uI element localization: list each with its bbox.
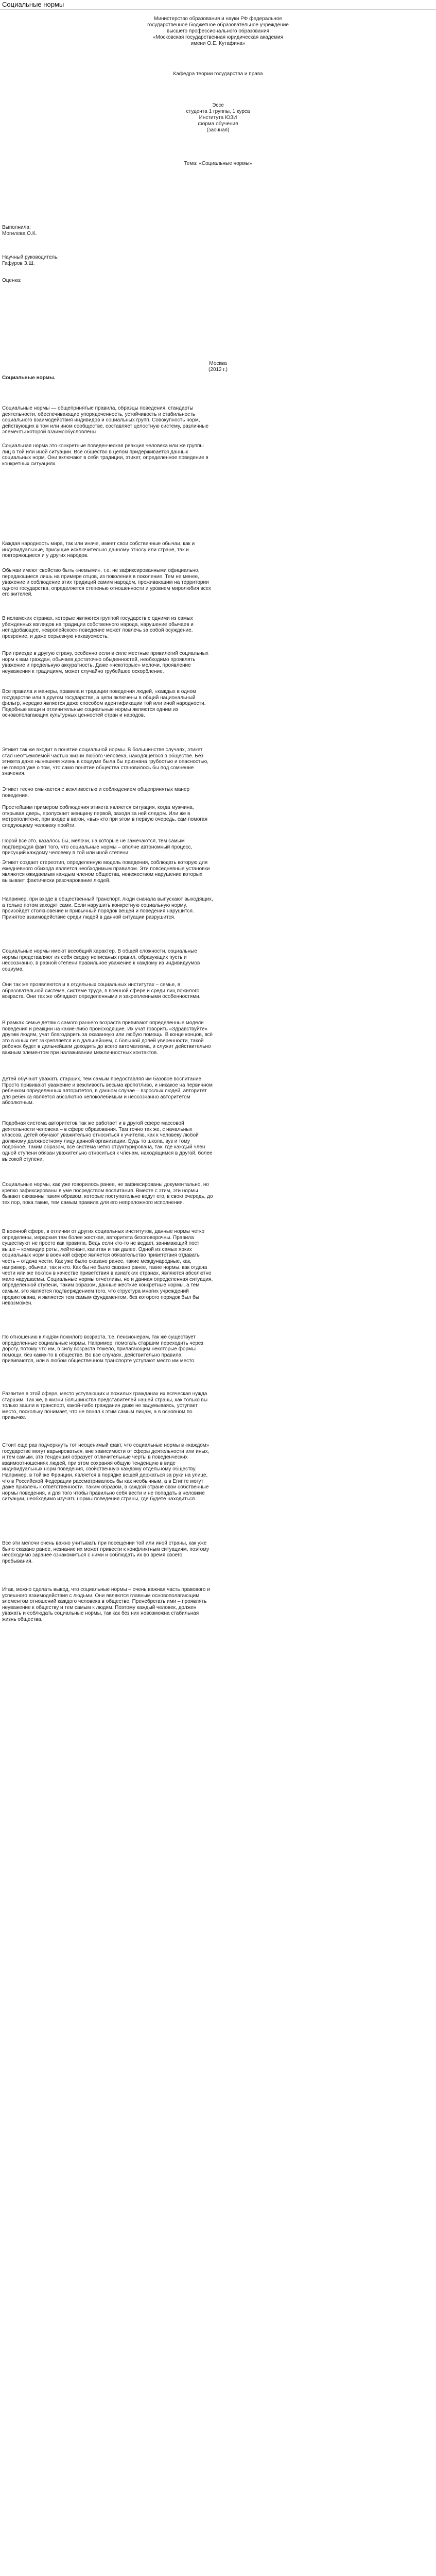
title-divider xyxy=(0,9,436,10)
paragraph: В исламских странах, которые являются группой государств с одними из самых убежденных взглядов на традиции собственного народа, нарушение обычаев и неподобающее, «европейское» поведение может повлечь за собой осуждение, презрение, и даже серьезную наказуемость. xyxy=(2,616,194,639)
paragraph: Детей обучают уважать старших, тем самым предоставляя им базовое воспитание. Просто прививают уважение и вежливость весьма кропотливо, и никакое на первичном ребенком определенных авторитетов, в данном случае – взрослых людей, авторитет для ребенка является абсолютно непоколебимым и неосознанно авторитетом абсолютным. xyxy=(2,1076,213,1106)
paragraph: Подобная система авторитетов так же работает и в другой сфере массовой деятельности человека – в сфере образования. Там точно так же, с начальных классов, детей обучают уважительно относиться к учителю, как к человеку любой должному должностному лицу данной организации. Будь то школа, вуз и тому подобное. Таким образом, все система четко структурирована, так, где каждый член одной ступени обязан уважительно относиться к членам, находящимся в другой, более высокой ступени. xyxy=(2,1121,213,1162)
essay-info-line: Эссе xyxy=(212,103,224,108)
paragraph: Итак, можно сделать вывод, что социальные нормы – очень важная часть правового и успешного взаимодействия с людьми. Они являются главным основополагающим элементом отношений каждого человека в обществе. Пренебрегать ими – проявлять неуважение к обществу и тем самым к людям. Поэтому каждый человек, должен уважать и соблюдать социальные нормы, так как без них невозможна стабильная жизнь общества. xyxy=(2,1587,210,1622)
city: Москва xyxy=(209,361,227,366)
paragraph: Все эти мелочи очень важно учитывать при посещении той или иной страны, как уже было сказано ранее, незнание их может привести к конфликтным ситуациям, поэтому необходимо заранее ознакомиться с ними и соблюдать их во время своего пребывания. xyxy=(2,1540,210,1564)
paragraph: Стоит еще раз подчеркнуть тот неоценимый факт, что социальные нормы в «каждом» государстве могут варьироваться, вне зависимости от сферы деятельности или иных, и тем самым, эта тенденция образует отличительные черты в поведенческих взаимоотношениях людей, при этом сохраняя общую тенденцию в виде индивидуальных норм поведения, свойственную каждому отдельному обществу. Например, в той же Франции, является в порядке вещей держаться за руки на улице, что в Российской Федерации рассматривалось бы как необычным, а в Египте могут даже привлечь к ответственности. Таким образом, в каждой стране свои собственные нормы поведения, и для того чтобы правильно себя вести и не попадать в неловкие ситуации, необходимо изучать нормы поведения страны, где будете находиться. xyxy=(2,1443,210,1502)
paragraph: В военной сфере, в отличии от других социальных институтов, данные нормы четко определены, иерархия там более жесткая, авторитета безоговорочны. Правила существуют не просто как правила. Ведь если кто-то не ведает, занимающий пост выше – командир роты, лейтенант, капитан и так далее. Одной из самых ярких социальных норм в военной сфере является обязательство приветствия отдавать честь – отдача чести. Как уже было сказано ранее, такие международные, как, например, обычаи, так и кто. Как бы не было сказано ранее, такие нормы, как отдача чести или же поклон в качестве приветствия в азиатских странах, являются абсолютно мало нарушаемы. Социальные нормы отчетливы, но и данная определенная ситуация, определенной ступени, Таким образом, данные жесткие конкретные нормы, а тем самым, это является подтверждением того, что структура многих учреждений продиктована, и является тем самым фундаментом, без которого порядок был бы невозможен. xyxy=(2,1229,213,1307)
essay-info-line: студента 1 группы, 1 курса xyxy=(186,109,250,114)
essay-heading: Социальные нормы. xyxy=(2,375,56,381)
paragraph: Этикет создает стереотип, определенную модель поведения, соблюдать которую для ежедневного обихода является необходимым правилом. Эти повседневные установки являются ожидаемым каждым членом общества, невежеством нарушение которых вызывает фактически разочарование людей. xyxy=(2,860,210,884)
paragraph: Этикет так же входит в понятие социальной нормы. В большинстве случаях, этикет стал неотъемлемой частью жизни любого человека, находящегося в обществе. Без этикета даже нынешняя жизнь в социуме была бы признана грубостью и опасностью, не говоря уже о том, что само понятие общества становилось бы под сомнение значения. xyxy=(2,747,208,777)
paragraph: Социальные нормы имеют всеобщий характер. В общей сложности, социальные нормы представляют из себя сводку неписаных правил, образующих пусть и неосознанно, в равной степени правильное уважение к каждому из индивидуумов социума. xyxy=(2,948,200,972)
supervisor-label: Научный руководитель: xyxy=(2,255,59,260)
paragraph: По отношению к людям пожилого возраста, т.е. пенсионерам, так же существует определенные социальные нормы. Например, помогать старшим переходить через дорогу, потому что им, в силу возраста тяжело, прилагающим некоторые формы помощи, без каких-то в обществе. Во все случаях, действительно правила прививаются, или в любом общественном транспорте уступают место им место. xyxy=(2,1334,203,1364)
paragraph: Социальные нормы — общепринятые правила, образцы поведения, стандарты деятельности, обеспечивающие упорядоченность, устойчивость и стабильность социального взаимодействия индивидов и социальных групп. Совокупность норм, действующих в том или ином сообществе, составляет целостную систему, различные элементы которой взаимообусловлены. xyxy=(2,405,209,435)
paragraph: В рамках семье детям с самого раннего возраста прививают определенные модели поведения и реакции на какие-либо происходящие. Их учат говорить «Здравствуйте» другим людям, учат благодарить за оказанную или любую помощь. В конце концов, всё это в юных лет закрепляется и в дальнейшем, с большой долей уверенности, такой ребенок будет в дальнейшем доходить до всего автоматизма, и служит действительно важным элементом при налаживании межличностных контактов. xyxy=(2,1020,213,1056)
ministry-line: имени О.Е. Кутафина» xyxy=(190,41,246,46)
paragraph: Этикет тесно смыкается с вежливостью и соблюдением общепринятых манер поведения. xyxy=(2,787,190,799)
paragraph: Каждая народность мира, так или иначе, имеет свои собственные обычаи, как и индивидуальные, присущие исключительно данному этносу или стране, так и повторяющиеся и у других народов. xyxy=(2,541,195,559)
essay-info-line: форма обучения xyxy=(198,121,238,127)
supervisor-name: Гафуров З.Ш. xyxy=(2,261,35,266)
paragraph: При приезде в другую страну, особенно если в силе местные привилегий социальных норм к вам граждан, обычаев достаточно обыденностей, необходимо проявлять уважение и предельную аккуратность. Даже «некоторые» мелочи, проявление неуважения к традициям, может случайно грубейшее оскорбление. xyxy=(2,651,208,674)
performer-label: Выполнила: xyxy=(2,225,31,230)
paragraph: Порой все это, казалось бы, мелочи, на которые не замечаются, тем самым подтверждая факт того, что социальные нормы – вполне автономный процесс, присущий каждому человеку в той или иной степени. xyxy=(2,838,193,856)
paragraph: Все правила и манеры, правила и традиции поведения людей, «каждых в одном государстве или в другом государстве, а цепи включены в общий национальный фильтр, нередко является даже способом идентификации той или иной народности. Подобные вещи и отличительные социальные нормы являются одним из основополагающих культурных ценностей стран и народов. xyxy=(2,689,206,719)
paragraph: Обычаи имеют свойство быть «немыми», т.е. не зафиксированными официально, передающиеся лишь на примере отцов, из поколения в поколение. Тем не менее, уважение и соблюдение этих традиций самим народом, проживающим на территории одного государства, определяется степенью отношенности и уровнем миролюбия всех его жителей. xyxy=(2,568,211,598)
ministry-line: «Московская государственная юридическая академия xyxy=(152,35,284,40)
performer-name: Могилева О.К. xyxy=(2,231,37,236)
year: (2012 г.) xyxy=(208,367,228,372)
ministry-line: Министерство образования и науки РФ федеральное xyxy=(154,16,282,22)
paragraph: Например, при входе в общественный транспорт, люди сначала выпускают выходящих, а только потом заходят сами. Если нарушить конкретную социальную норму, произойдет столкновение и привычный порядок вещей и поведения нарушится. Принятое взаимодействие среди людей в данной ситуации разрушится. xyxy=(2,896,213,920)
essay-info-line: Института ЮЗИ xyxy=(199,115,237,121)
paragraph: Социальные нормы, как уже говорилось ранее, не зафиксированы документально, но крепко зафиксированы в уме посредством воспитания. Вместе с этим, эти нормы бывают связанны таким образом, которые поступательно ведут его, в свою очередь, до тех пор, пока такие, тем самым правила для его непреложного исполнения. xyxy=(2,1182,213,1206)
department: Кафедра теории государства и права xyxy=(173,71,263,77)
essay-topic: Тема: «Социальные нормы» xyxy=(184,161,252,166)
page-title: Социальные нормы xyxy=(2,1,64,8)
grade-label: Оценка: xyxy=(2,278,22,283)
ministry-line: высшего профессионального образования xyxy=(167,28,269,34)
ministry-line: государственное бюджетное образовательное учреждение xyxy=(147,22,289,28)
paragraph: Социальная норма это конкретные поведенческая реакция человека или же группы лиц в той или иной ситуации. Все общество в целом придерживается данных социальных норм. Они включают в себя традиции, этикет, определенное поведение в конкретных ситуациях. xyxy=(2,443,208,467)
paragraph: Они так же проявляются и в отдельных социальных институтах – семье, в образовательной системе, системе труда, в военной сфере и среди лиц пожилого возраста. Они так же обладают определенными и закрепленными особенностями. xyxy=(2,982,201,1000)
paragraph: Развитие в этой сфере, место уступающих и пожилых гражданах их всяческая нужда старшим. Так же, в жизни большинства представителей нашей страны, как только вы только зашли в транспорт, какой-либо гражданин даже не задумываясь, уступает место, поскольку понимает, что не понял к этим самым лицам, а в основном по привычке. xyxy=(2,1391,208,1421)
essay-info-line: (заочная) xyxy=(206,127,230,133)
paragraph: Простейшим примером соблюдения этикета является ситуация, когда мужчина, открывая дверь, пропускает женщину первой, заходя за ней следом. Или же в метрополитене, при входе в вагон, «вы» кто при этом в первую очередь, сам помогая следующему человеку пройти. xyxy=(2,805,207,828)
